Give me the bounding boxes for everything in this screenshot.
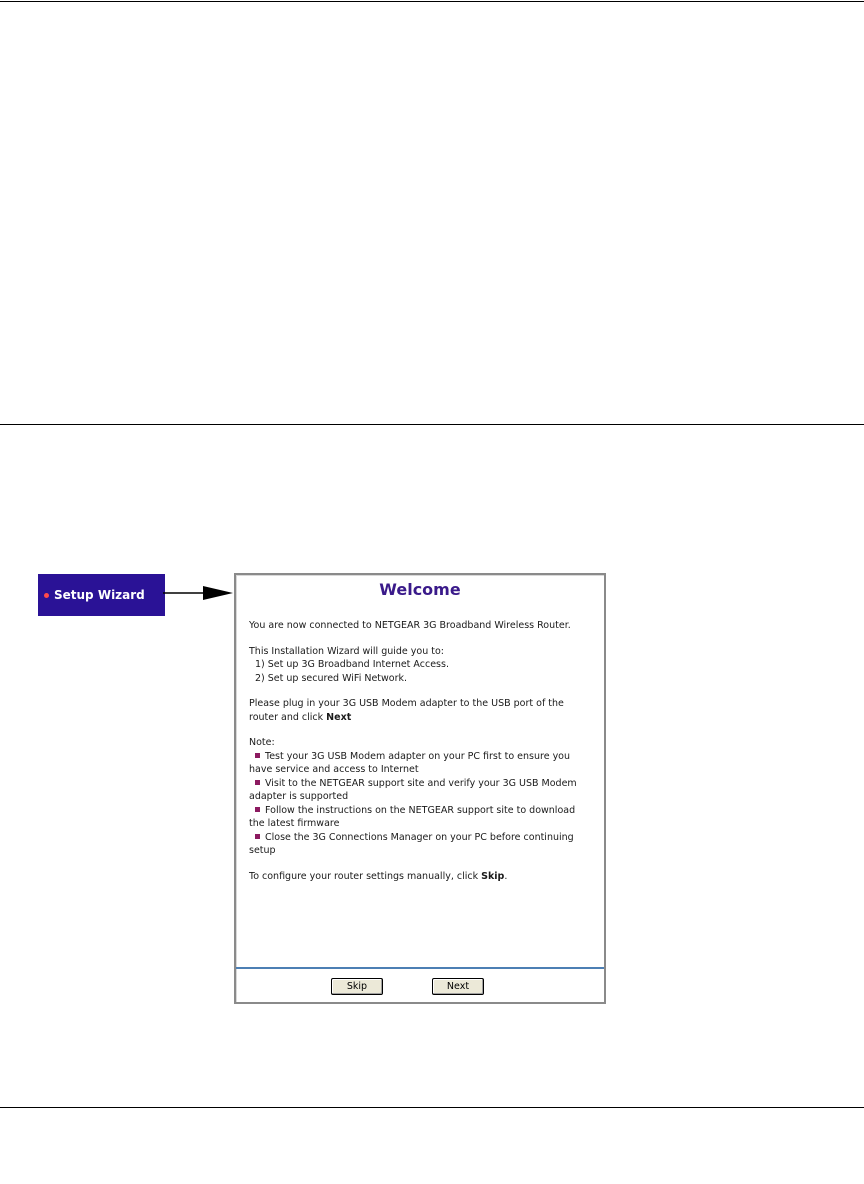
connected-text: You are now connected to NETGEAR 3G Broadband Wireless Router. [249,620,571,631]
square-bullet-icon [255,753,260,758]
note-text: Test your 3G USB Modem adapter on your PC first to ensure you [265,750,571,762]
step-item: 2) Set up secured WiFi Network. [255,672,408,684]
square-bullet-icon [255,780,260,785]
skip-emphasis: Skip [481,870,505,882]
next-button[interactable]: Next [432,978,484,995]
arrow-right-icon [163,583,235,603]
guide-intro: This Installation Wizard will guide you to: [249,645,444,657]
steps-list [249,658,601,685]
note-text: setup [249,845,276,856]
plug-instruction-text: router and click [249,711,327,723]
note-text: the latest firmware [249,818,340,829]
next-emphasis: Next [326,711,352,723]
plug-instruction-line: Please plug in your 3G USB Modem adapter to the USB port of the [249,698,564,709]
step-item: 1) Set up 3G Broadband Internet Access. [255,659,449,670]
setup-wizard-nav-button[interactable] [38,574,165,616]
skip-button[interactable]: Skip [331,978,383,995]
note-text: Visit to the NETGEAR support site and verify your 3G USB Modem [265,777,577,789]
page-bottom-rule [0,1107,864,1108]
page-section-rule [0,424,864,425]
square-bullet-icon [255,807,260,812]
note-text: Follow the instructions on the NETGEAR support site to download [265,804,576,816]
note-item [249,750,601,777]
manual-config-prefix: To configure your router settings manually, click [249,870,482,882]
note-label: Note: [249,737,275,748]
square-bullet-icon [255,834,260,839]
wizard-title: Welcome [379,580,461,599]
note-item [249,804,601,831]
wizard-body [249,619,601,883]
welcome-wizard-window [234,573,606,1004]
bullet-icon [44,593,49,598]
note-item [249,831,601,858]
note-item [249,777,601,804]
plug-instruction-line [249,711,601,725]
setup-wizard-label: Setup Wizard [54,588,145,602]
note-text: adapter is supported [249,791,349,802]
note-text: Close the 3G Connections Manager on your PC before continuing [265,831,574,843]
manual-config-suffix: . [504,870,508,882]
note-text: have service and access to Internet [249,764,419,775]
wizard-footer-divider [236,967,604,969]
page-top-rule [0,1,864,2]
manual-config-text [249,870,601,884]
